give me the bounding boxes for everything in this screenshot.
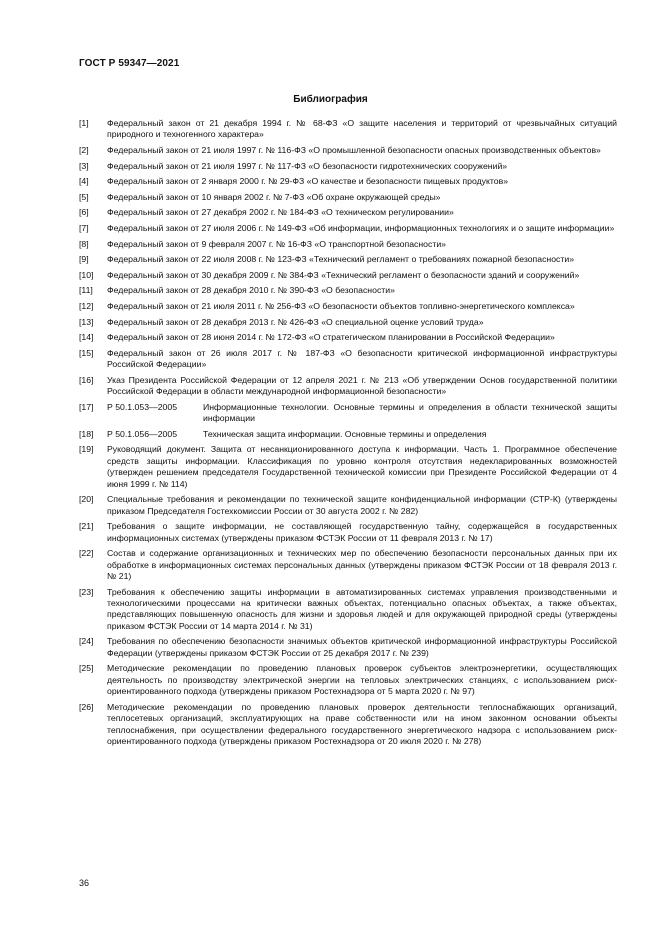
bibliography-entry (79, 402, 617, 425)
entry-text: Федеральный закон от 22 июля 2008 г. № 123-ФЗ «Технический регламент о требованиях пожарной безопасности» (107, 254, 575, 265)
entry-number: [6] (79, 207, 89, 218)
entry-text: Специальные требования и рекомендации по технической защите конфиденциальной информации (СТР-К) (утверждены приказом Председателя Гостехкомиссии России от 30 августа 2002 г. № 282) (107, 494, 617, 516)
entry-text: Методические рекомендации по проведению плановых проверок деятельности теплоснабжающих организаций, теплосетевых организаций, эксплуатирующих на праве собственности или на ином законном основании объекты теплоснабжения, при осуществлении федерального государственного энергетического надзора с использованием риск-ориентированного подхода (утверждены приказом Ростехнадзора от 20 июля 2020 г. № 278) (107, 701, 617, 746)
entry-text: Федеральный закон от 28 июня 2014 г. № 172-ФЗ «О стратегическом планировании в Российской Федерации» (107, 332, 555, 343)
entry-text: Федеральный закон от 26 июля 2017 г. № 187-ФЗ «О безопасности критической информационной инфраструктуры Российской Федерации» (107, 347, 617, 370)
entry-text: Федеральный закон от 21 июля 1997 г. № 117-ФЗ «О безопасности гидротехнических сооружений» (107, 160, 508, 171)
entry-text: Федеральный закон от 2 января 2000 г. № 29-ФЗ «О качестве и безопасности пищевых продуктов» (107, 176, 509, 187)
document-code-header: ГОСТ Р 59347—2021 (79, 58, 180, 69)
entry-number: [26] (79, 701, 94, 712)
entry-number: [9] (79, 254, 89, 265)
entry-number: [24] (79, 636, 94, 647)
bibliography-entry (79, 270, 617, 281)
entry-number: [8] (79, 238, 89, 249)
bibliography-entry (79, 375, 617, 398)
entry-number: [21] (79, 521, 94, 532)
bibliography-entry (79, 348, 617, 371)
entry-number: [4] (79, 176, 89, 187)
entry-text: Требования к обеспечению защиты информации в автоматизированных системах управления производственными и технологическими процессами на критически важных объектах, потенциально опасных объектах, а также объектах, представляющих повышенную опасность для жизни и здоровья людей и для окружающей природной среды (утверждены приказом ФСТЭК России от 14 марта 2014 г. № 31) (107, 586, 617, 631)
entry-number: [18] (79, 428, 94, 439)
entry-text: Федеральный закон от 30 декабря 2009 г. № 384-ФЗ «Технический регламент о безопасности зданий и сооружений» (107, 269, 580, 280)
entry-text: Федеральный закон от 28 декабря 2013 г. № 426-ФЗ «О специальной оценке условий труда» (107, 316, 484, 327)
page-number: 36 (79, 878, 90, 888)
bibliography-entry (79, 285, 617, 296)
bibliography-entry (79, 161, 617, 172)
bibliography-entry (79, 176, 617, 187)
entry-text: Руководящий документ. Защита от несанкционированного доступа к информации. Часть 1. Программное обеспечение средств защиты информации. Классификация по уровню контроля отсутствия недекларированных возможностей (утвержден решением председателя Государственной технической комиссии при Президенте Российской Федерации от 4 июня 1999 г. № 114) (107, 444, 617, 489)
bibliography-entry (79, 207, 617, 218)
bibliography-entry (79, 192, 617, 203)
bibliography-entry (79, 429, 617, 440)
entry-number: [1] (79, 118, 89, 128)
bibliography-entry (79, 521, 617, 544)
bibliography-entry (79, 663, 617, 697)
entry-document-code: Р 50.1.056—2005 (107, 428, 178, 439)
entry-number: [10] (79, 269, 94, 280)
entry-number: [14] (79, 332, 94, 343)
entry-text: Федеральный закон от 9 февраля 2007 г. № 16-ФЗ «О транспортной безопасности» (107, 238, 447, 249)
bibliography-entry (79, 548, 617, 582)
entry-number: [23] (79, 586, 94, 597)
bibliography-title: Библиография (293, 94, 368, 105)
entry-number: [25] (79, 663, 94, 674)
entry-text: Требования о защите информации, не составляющей государственную тайну, содержащейся в государственных информационных системах (утверждены приказом ФСТЭК России от 11 февраля 2013 г. № 17) (107, 521, 617, 543)
entry-number: [2] (79, 145, 89, 155)
bibliography-entry (79, 301, 617, 312)
entry-number: [5] (79, 191, 89, 202)
entry-document-code: Р 50.1.053—2005 (107, 401, 178, 412)
entry-text: Техническая защита информации. Основные термины и определения (203, 428, 487, 439)
entry-text: Указ Президента Российской Федерации от 12 апреля 2021 г. № 213 «Об утверждении Основ государственной политики Российской Федерации в области международной информационной безопасности» (107, 374, 617, 397)
entry-number: [15] (79, 347, 94, 358)
entry-number: [20] (79, 494, 94, 505)
entry-text: Методические рекомендации по проведению плановых проверок субъектов электроэнергетики, осуществляющих деятельность по производству электрической энергии на тепловых электрических станциях, с использованием риск-ориентированного подхода (утверждены приказом Ростехнадзора от 5 марта 2020 г. № 97) (107, 663, 617, 697)
entry-text: Федеральный закон от 27 июля 2006 г. № 149-ФЗ «Об информации, информационных технологиях и о защите информации» (107, 222, 615, 233)
bibliography-entry (79, 118, 617, 141)
bibliography-entry (79, 636, 617, 659)
entry-text: Федеральный закон от 28 декабря 2010 г. № 390-ФЗ «О безопасности» (107, 285, 395, 296)
bibliography-entry (79, 702, 617, 748)
entry-number: [12] (79, 300, 94, 311)
entry-text: Федеральный закон от 21 июля 1997 г. № 116-ФЗ «О промышленной безопасности опасных производственных объектов» (107, 145, 601, 155)
bibliography-entry (79, 587, 617, 633)
entry-number: [17] (79, 401, 94, 412)
entry-text: Информационные технологии. Основные термины и определения в области технической защиты информации (203, 401, 617, 424)
entry-number: [22] (79, 548, 94, 559)
bibliography-entry (79, 317, 617, 328)
bibliography-entry (79, 223, 617, 234)
entry-number: [3] (79, 160, 89, 171)
entry-text: Требования по обеспечению безопасности значимых объектов критической информационной инфраструктуры Российской Федерации (утверждены приказом ФСТЭК России от 25 декабря 2017 г. № 239) (107, 636, 617, 658)
bibliography-list (79, 118, 617, 752)
entry-number: [13] (79, 316, 94, 327)
entry-number: [7] (79, 222, 89, 233)
entry-text: Федеральный закон от 10 января 2002 г. № 7-ФЗ «Об охране окружающей среды» (107, 191, 441, 202)
entry-text: Федеральный закон от 21 декабря 1994 г. № 68-ФЗ «О защите населения и территорий от чрезвычайных ситуаций природного и техногенного характера» (107, 118, 617, 140)
bibliography-entry (79, 145, 617, 156)
bibliography-entry (79, 254, 617, 265)
entry-number: [16] (79, 374, 94, 385)
bibliography-entry (79, 239, 617, 250)
bibliography-entry (79, 332, 617, 343)
entry-number: [11] (79, 285, 93, 296)
bibliography-entry (79, 494, 617, 517)
entry-text: Федеральный закон от 21 июля 2011 г. № 256-ФЗ «О безопасности объектов топливно-энергетического комплекса» (107, 300, 575, 311)
bibliography-entry (79, 444, 617, 490)
entry-number: [19] (79, 444, 94, 455)
entry-text: Федеральный закон от 27 декабря 2002 г. № 184-ФЗ «О техническом регулировании» (107, 207, 454, 218)
entry-text: Состав и содержание организационных и технических мер по обеспечению безопасности персональных данных при их обработке в информационных системах персональных данных (утверждены приказом ФСТЭК России от 18 февраля 2013 г. № 21) (107, 548, 617, 581)
